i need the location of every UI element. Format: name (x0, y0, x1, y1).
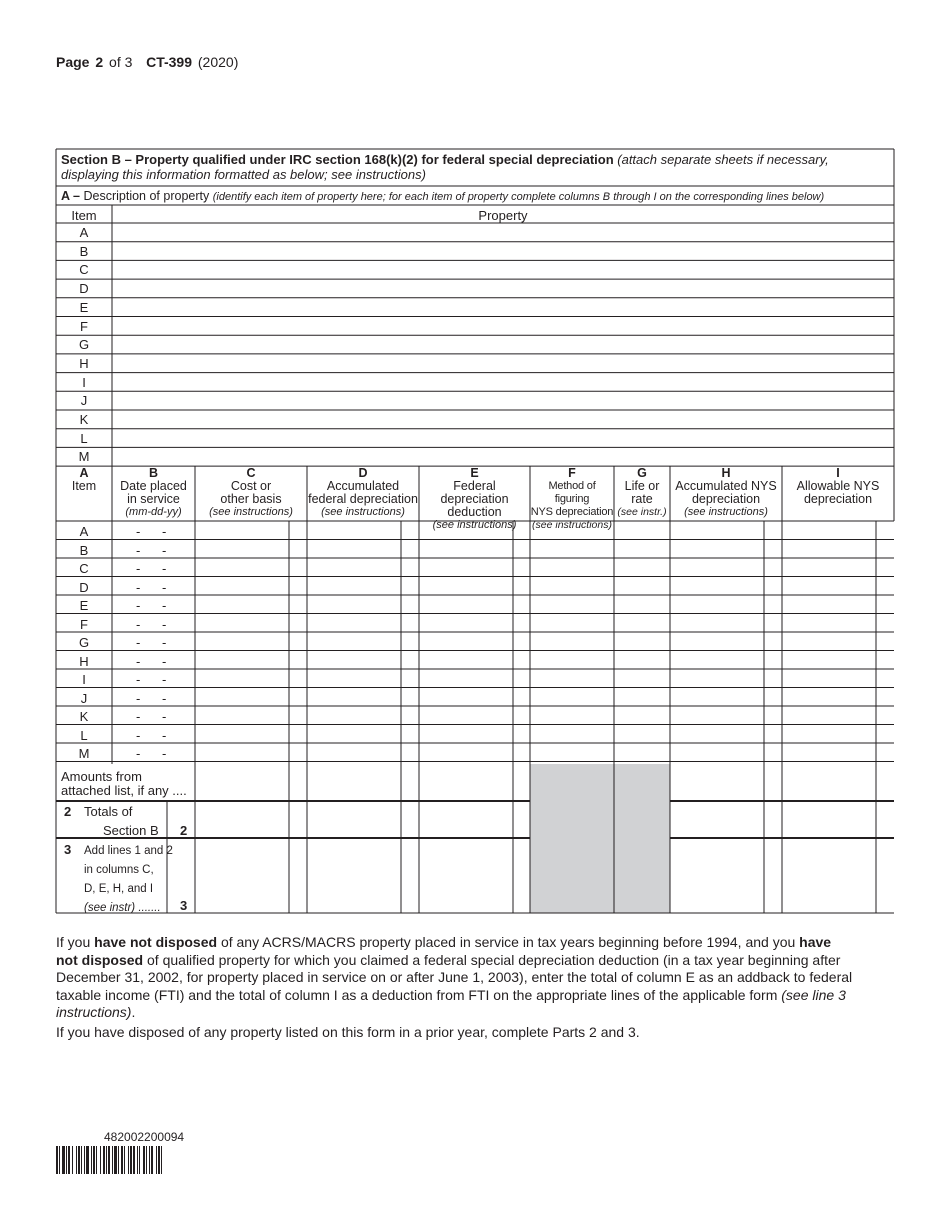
date-separator: - (136, 746, 141, 761)
form-id: CT-399 (146, 54, 192, 70)
col-d-header: D Accumulated federal depreciation (see instructions) (308, 466, 418, 518)
page-of: of 3 (109, 54, 133, 70)
property-item-letter: H (79, 355, 89, 371)
barcode-number: 482002200094 (104, 1130, 185, 1144)
page-number: 2 (95, 54, 104, 70)
item-row-letter: B (79, 542, 89, 558)
property-description-field[interactable] (113, 392, 893, 409)
property-description-field[interactable] (113, 299, 893, 316)
date-separator: - (136, 690, 141, 706)
depreciation-row-fields[interactable] (113, 672, 893, 689)
shaded-fg-block (530, 764, 670, 913)
date-separator: - (136, 616, 141, 632)
property-item-letter: K (79, 412, 89, 427)
property-description-field[interactable] (113, 318, 893, 335)
date-separator: - (162, 746, 167, 761)
date-separator: - (162, 579, 167, 595)
barcode-bar (68, 1146, 70, 1174)
date-separator: - (162, 524, 167, 539)
barcode-bar (76, 1146, 77, 1174)
barcode-bar (130, 1146, 132, 1174)
barcode-bar (112, 1146, 113, 1174)
barcode-bar (62, 1146, 65, 1174)
property-description-field[interactable] (113, 355, 893, 372)
col-b-header: B Date placed in service (mm-dd-yy) (120, 466, 187, 518)
property-header: Property (478, 208, 528, 223)
barcode-bar (96, 1146, 97, 1174)
barcode-bar (137, 1146, 138, 1174)
barcode-bar (72, 1146, 73, 1174)
barcode-bar (59, 1146, 60, 1174)
barcode-bar (108, 1146, 110, 1174)
date-separator: - (136, 542, 141, 558)
barcode-bar (114, 1146, 117, 1174)
depreciation-row-fields[interactable] (113, 580, 893, 597)
item-header: Item (71, 208, 97, 223)
barcode-bar (146, 1146, 147, 1174)
item-row-letter: G (78, 635, 90, 650)
property-description-field[interactable] (113, 243, 893, 260)
item-row-letter: C (79, 561, 89, 576)
barcode-bar (106, 1146, 107, 1174)
item-row-letter: M (78, 746, 90, 761)
date-separator: - (136, 579, 141, 595)
barcode-bar (161, 1146, 162, 1174)
property-description-field[interactable] (113, 261, 893, 278)
barcode-bar (133, 1146, 135, 1174)
depreciation-row-fields[interactable] (113, 543, 893, 560)
barcode-bar (100, 1146, 101, 1174)
property-item-letter: L (80, 430, 88, 446)
property-description-field[interactable] (113, 448, 893, 465)
barcode-bar (128, 1146, 129, 1174)
depreciation-row-fields[interactable] (113, 598, 893, 615)
property-description-field[interactable] (113, 336, 893, 353)
depreciation-row-fields[interactable] (113, 561, 893, 578)
date-separator: - (136, 524, 141, 539)
date-separator: - (136, 653, 141, 669)
depreciation-row-fields[interactable] (113, 691, 893, 708)
barcode-bar (143, 1146, 145, 1174)
line-2-box: 2 (180, 823, 188, 838)
barcode-bar (84, 1146, 85, 1174)
item-row-letter: F (80, 616, 88, 632)
date-separator: - (136, 561, 141, 576)
barcode-bar (56, 1146, 58, 1174)
item-row-letter: D (79, 579, 89, 595)
date-separator: - (162, 672, 167, 687)
depreciation-row-fields[interactable] (113, 728, 893, 745)
barcode-bar (151, 1146, 153, 1174)
depreciation-row-fields[interactable] (113, 654, 893, 671)
barcode-bar (158, 1146, 160, 1174)
depreciation-row-fields[interactable] (113, 746, 893, 763)
property-item-letter: D (79, 281, 89, 297)
property-item-letter: I (82, 374, 86, 390)
line-2-text-2: Section B (103, 823, 159, 838)
barcode-bar (121, 1146, 123, 1174)
line-2-number: 2 (64, 804, 72, 819)
barcode-bar (86, 1146, 89, 1174)
barcode-bar (149, 1146, 150, 1174)
item-row-letter: E (79, 598, 89, 613)
date-separator: - (162, 727, 167, 743)
date-separator: - (136, 598, 141, 613)
property-item-letter: C (79, 262, 89, 278)
item-row-letter: I (82, 672, 86, 687)
barcode-bar (81, 1146, 82, 1174)
line-2-text-1: Totals of (84, 804, 133, 819)
property-description-field[interactable] (113, 411, 893, 428)
date-separator: - (136, 635, 141, 650)
property-description-field[interactable] (113, 224, 893, 241)
date-separator: - (162, 542, 167, 558)
section-b-title: Section B – Property qualified under IRC section 168(k)(2) for federal special depreciation (attach separate sheets if necessary, displaying this information formatted as below; see instructions) (61, 152, 829, 182)
barcode-bar (139, 1146, 140, 1174)
date-separator: - (162, 635, 167, 650)
property-item-letter: J (80, 393, 88, 409)
col-c-header: C Cost or other basis (see instructions) (209, 466, 293, 518)
col-e-header: E Federal depreciation deduction (see instructions) (432, 466, 517, 531)
item-row-letter: J (80, 690, 88, 706)
item-row-letter: K (79, 709, 89, 724)
date-separator: - (162, 598, 167, 613)
instruction-paragraph-1: If you have not disposed of any ACRS/MACRS property placed in service in tax years beginning before 1994, and you have not disposed of qualified property for which you claimed a federal special depreciation deduction (in a tax year beginning after December 31, 2002, for property placed in service on or after June 1, 2003), enter the total of column E as an addback to federal taxable income (FTI) and the total of column I as a deduction from FTI on the appropriate lines of the applicable form (see line 3 instructions). (56, 934, 853, 1020)
date-separator: - (136, 727, 141, 743)
date-separator: - (162, 653, 167, 669)
property-item-letter: M (78, 449, 90, 465)
col-h-header: H Accumulated NYS depreciation (see instructions) (675, 466, 777, 518)
barcode-bar (156, 1146, 157, 1174)
item-row-letter: A (79, 524, 89, 539)
property-description-field[interactable] (113, 280, 893, 297)
date-separator: - (162, 690, 167, 706)
col-g-header: G Life or rate (see instr.) (617, 466, 667, 518)
line-3-box: 3 (180, 898, 188, 913)
line-3-text: Add lines 1 and 2 in columns C, D, E, H, and I (see instr) ....... (84, 845, 173, 914)
instruction-paragraph-2: If you have disposed of any property listed on this form in a prior year, complete Parts 2 and 3. (56, 1024, 640, 1040)
col-i-header: I Allowable NYS depreciation (796, 466, 880, 506)
barcode-bar (66, 1146, 67, 1174)
property-item-letter: A (79, 225, 89, 240)
barcode-bar (91, 1146, 92, 1174)
date-separator: - (162, 616, 167, 632)
property-item-letter: B (79, 243, 89, 259)
property-item-letter: F (80, 318, 88, 334)
depreciation-row-fields[interactable] (113, 617, 893, 634)
item-row-letter: L (80, 727, 88, 743)
item-row-letter: H (79, 653, 89, 669)
depreciation-row-fields[interactable] (113, 524, 893, 541)
barcode-bar (118, 1146, 119, 1174)
page-header (56, 54, 240, 70)
line-3-number: 3 (64, 842, 72, 857)
property-description-field[interactable] (113, 374, 893, 391)
date-separator: - (162, 709, 167, 724)
property-item-letter: G (78, 337, 90, 353)
barcode-bar (93, 1146, 95, 1174)
barcode-bar (103, 1146, 105, 1174)
barcode-bar (78, 1146, 80, 1174)
barcode-bar (124, 1146, 125, 1174)
attached-list-label: Amounts from attached list, if any .... (61, 769, 187, 798)
property-description-field[interactable] (113, 430, 893, 447)
depreciation-row-fields[interactable] (113, 709, 893, 726)
date-separator: - (136, 672, 141, 687)
form-year: (2020) (197, 54, 239, 70)
date-separator: - (136, 709, 141, 724)
date-separator: - (162, 561, 167, 576)
column-a-description: A – Description of property (identify each item of property here; for each item of property complete columns B through I on the corresponding lines below) (61, 189, 825, 203)
property-item-letter: E (79, 299, 89, 315)
col-f-header: F Method of figuring NYS depreciation (see instructions) (530, 466, 614, 531)
col-a-header: A Item (71, 466, 97, 493)
page-label: Page (56, 54, 90, 70)
barcode-image (56, 1146, 240, 1174)
depreciation-row-fields[interactable] (113, 635, 893, 652)
